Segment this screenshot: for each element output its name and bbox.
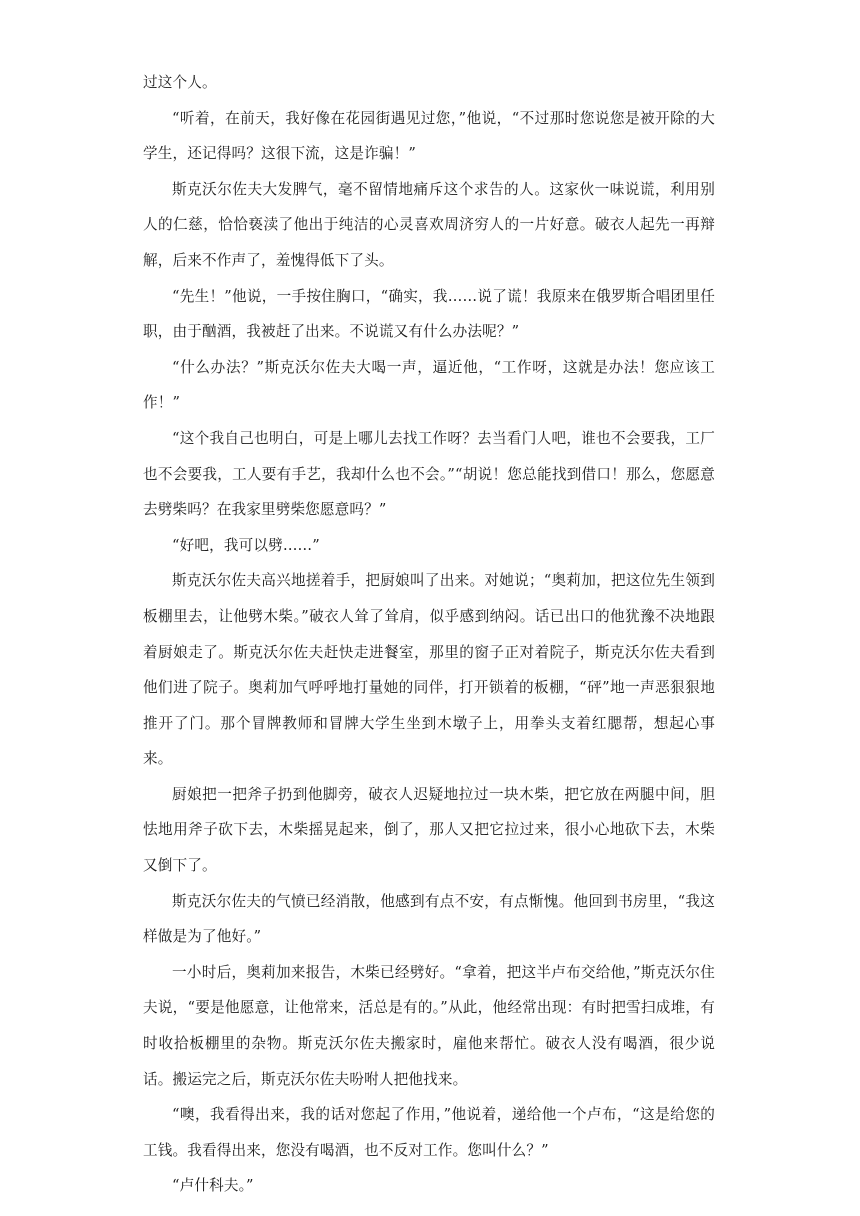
paragraph: 过这个人。 [143, 74, 217, 91]
paragraph: 一小时后，奥莉加来报告，木柴已经劈好。“拿着，把这半卢布交给他，”斯克沃尔住夫说，“要是他愿意，让他常来，活总是有的。”从此，他经常出现：有时把雪扫成堆，有时收拾板棚里的杂物。斯克沃尔佐夫搬家时，雇他来帮忙。破衣人没有喝酒，很少说话。搬运完之后，斯克沃尔佐夫吩咐人把他找来。 [143, 963, 715, 1088]
paragraph: “先生！”他说，一手按住胸口，“确实，我……说了谎！我原来在俄罗斯合唱团里任职，由于酗酒，我被赶了出来。不说谎又有什么办法呢？” [143, 287, 715, 341]
document-page [143, 65, 715, 1204]
paragraph: “噢，我看得出来，我的话对您起了作用，”他说着，递给他一个卢布，“这是给您的工钱。我看得出来，您没有喝酒，也不反对工作。您叫什么？” [143, 1106, 715, 1159]
paragraph: 斯克沃尔佐夫大发脾气，毫不留情地痛斥这个求告的人。这家伙一味说谎，利用别人的仁慈，恰恰亵渎了他出于纯洁的心灵喜欢周济穷人的一片好意。破衣人起先一再辩解，后来不作声了，羞愧得低下了头。 [143, 180, 715, 269]
paragraph: 斯克沃尔佐夫的气愤已经消散，他感到有点不安，有点惭愧。他回到书房里，“我这样做是为了他好。” [143, 892, 715, 946]
paragraph: “什么办法？”斯克沃尔佐夫大喝一声，逼近他，“工作呀，这就是办法！您应该工作！” [143, 358, 715, 412]
paragraph: “听着，在前天，我好像在花园街遇见过您，”他说，“不过那时您说您是被开除的大学生，还记得吗？这很下流，这是诈骗！” [143, 109, 715, 163]
paragraph: 斯克沃尔佐夫高兴地搓着手，把厨娘叫了出来。对她说；“奥莉加，把这位先生领到板棚里去，让他劈木柴。”破衣人耸了耸肩，似乎感到纳闷。话已出口的他犹豫不决地跟着厨娘走了。斯克沃尔佐夫赶快走进餐室，那里的窗子正对着院子，斯克沃尔佐夫看到他们进了院子。奥莉加气呼呼地打量她的同伴，打开锁着的板棚，“砰”地一声恶狠狠地推开了门。那个冒牌教师和冒牌大学生坐到木墩子上，用拳头支着红腮帮，想起心事来。 [143, 572, 715, 768]
paragraph: “这个我自己也明白，可是上哪儿去找工作呀？去当看门人吧，谁也不会要我，工厂也不会要我，工人要有手艺，我却什么也不会。”“胡说！您总能找到借口！那么，您愿意去劈柴吗？在我家里劈柴您愿意吗？” [143, 429, 715, 519]
paragraph: 厨娘把一把斧子扔到他脚旁，破衣人迟疑地拉过一块木柴，把它放在两腿中间，胆怯地用斧子砍下去，木柴摇晃起来，倒了，那人又把它拉过来，很小心地砍下去，木柴又倒下了。 [143, 785, 715, 875]
paragraph: “卢什科夫。” [172, 1177, 254, 1195]
paragraph: “好吧，我可以劈……” [172, 536, 320, 554]
